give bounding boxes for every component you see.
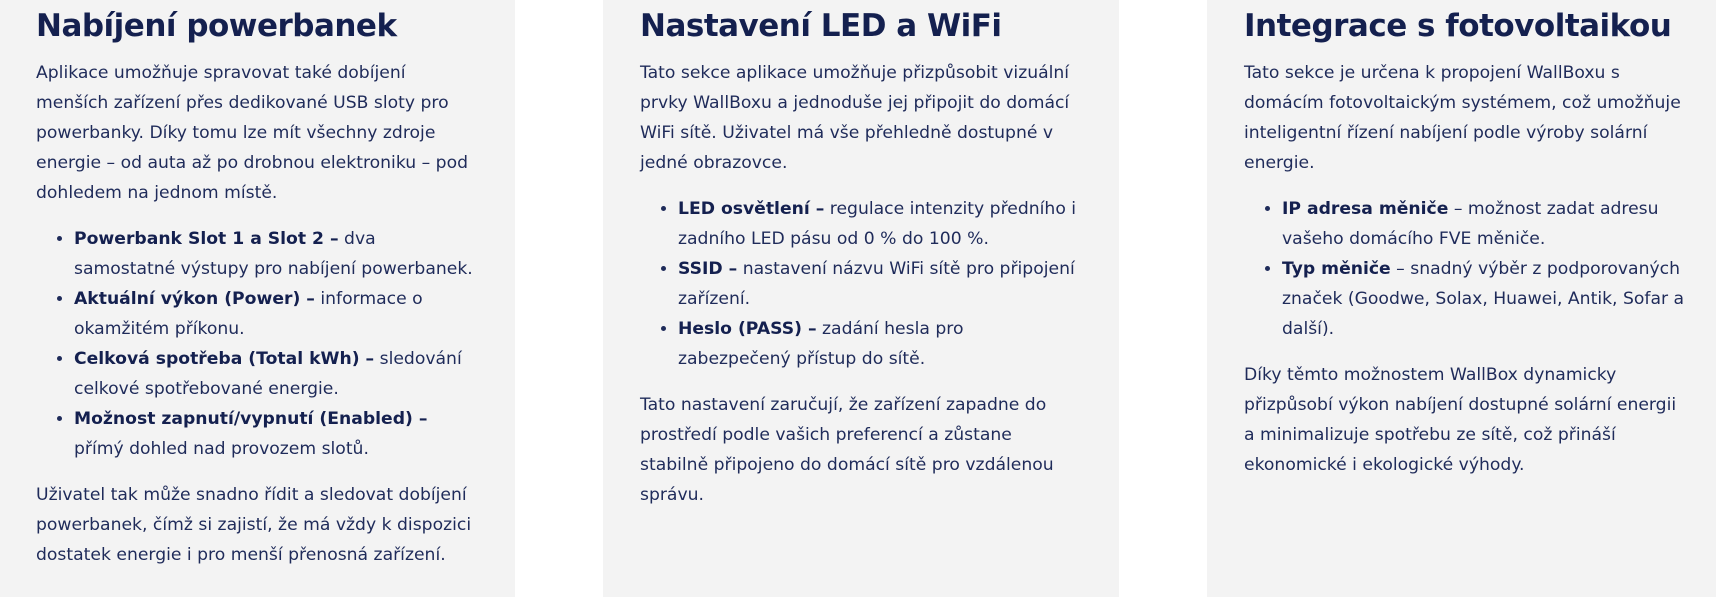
section-content: [36, 6, 481, 570]
list-item-desc: informace o okamžitém příkonu.: [74, 289, 423, 339]
list-item: [74, 284, 481, 344]
list-item: [678, 314, 1080, 374]
list-item-term: Typ měniče: [1282, 259, 1391, 279]
section-title: Integrace s fotovoltaikou: [1244, 8, 1672, 44]
list-item-desc: – snadný výběr z podporovaných značek (Goodwe, Solax, Huawei, Antik, Sofar a další).: [1282, 259, 1685, 339]
list-item: [74, 404, 481, 464]
list-item-desc: regulace intenzity předního i zadního LED pásu od 0 % do 100 %.: [678, 199, 1077, 249]
feature-list: [1244, 194, 1689, 344]
section-content: [1244, 6, 1689, 480]
list-item-term: LED osvětlení –: [678, 199, 825, 219]
list-item-desc: přímý dohled nad provozem slotů.: [74, 439, 369, 459]
list-item-term: Powerbank Slot 1 a Slot 2 –: [74, 229, 339, 249]
list-item-desc: – možnost zadat adresu vašeho domácího FVE měniče.: [1282, 199, 1659, 249]
section-powerbank-charging: [0, 0, 515, 597]
list-item-term: Heslo (PASS) –: [678, 319, 817, 339]
list-item-desc: sledování celkové spotřebované energie.: [74, 349, 462, 399]
section-outro: Tato nastavení zaručují, že zařízení zapadne do prostředí podle vašich preferencí a zůstane stabilně připojeno do domácí sítě pro vzdálenou správu.: [640, 395, 1054, 505]
list-item: [678, 194, 1080, 254]
list-item-desc: nastavení názvu WiFi sítě pro připojení zařízení.: [678, 259, 1075, 309]
list-item-term: Aktuální výkon (Power) –: [74, 289, 315, 309]
list-item-term: Celková spotřeba (Total kWh) –: [74, 349, 375, 369]
list-item-term: IP adresa měniče: [1282, 199, 1449, 219]
feature-list: [36, 224, 481, 464]
feature-list: [640, 194, 1080, 374]
list-item-desc: dva samostatné výstupy pro nabíjení powerbanek.: [74, 229, 473, 279]
section-led-wifi: [603, 0, 1119, 597]
section-photovoltaic-integration: [1207, 0, 1716, 597]
section-title: Nastavení LED a WiFi: [640, 8, 1002, 44]
list-item-desc: zadání hesla pro zabezpečený přístup do sítě.: [678, 319, 964, 369]
section-intro: Aplikace umožňuje spravovat také dobíjení menších zařízení přes dedikované USB sloty pro powerbanky. Díky tomu lze mít všechny zdroje energie – od auta až po drobnou elektroniku – pod dohledem na jednom místě.: [36, 63, 468, 203]
list-item-term: SSID –: [678, 259, 738, 279]
section-outro: Uživatel tak může snadno řídit a sledovat dobíjení powerbanek, čímž si zajistí, že má vždy k dispozici dostatek energie i pro menší přenosná zařízení.: [36, 485, 472, 565]
list-item: [678, 254, 1080, 314]
list-item: [1282, 194, 1689, 254]
list-item: [74, 224, 481, 284]
section-title: Nabíjení powerbanek: [36, 8, 397, 44]
section-outro: Díky těmto možnostem WallBox dynamicky přizpůsobí výkon nabíjení dostupné solární energii a minimalizuje spotřebu ze sítě, což přináší ekonomické i ekologické výhody.: [1244, 365, 1677, 475]
section-intro: Tato sekce je určena k propojení WallBoxu s domácím fotovoltaickým systémem, což umožňuje inteligentní řízení nabíjení podle výroby solární energie.: [1244, 63, 1681, 173]
section-intro: Tato sekce aplikace umožňuje přizpůsobit vizuální prvky WallBoxu a jednoduše jej připojit do domácí WiFi sítě. Uživatel má vše přehledně dostupné v jedné obrazovce.: [640, 63, 1070, 173]
section-content: [640, 6, 1080, 510]
list-item: [1282, 254, 1689, 344]
list-item: [74, 344, 481, 404]
list-item-term: Možnost zapnutí/vypnutí (Enabled) –: [74, 409, 428, 429]
